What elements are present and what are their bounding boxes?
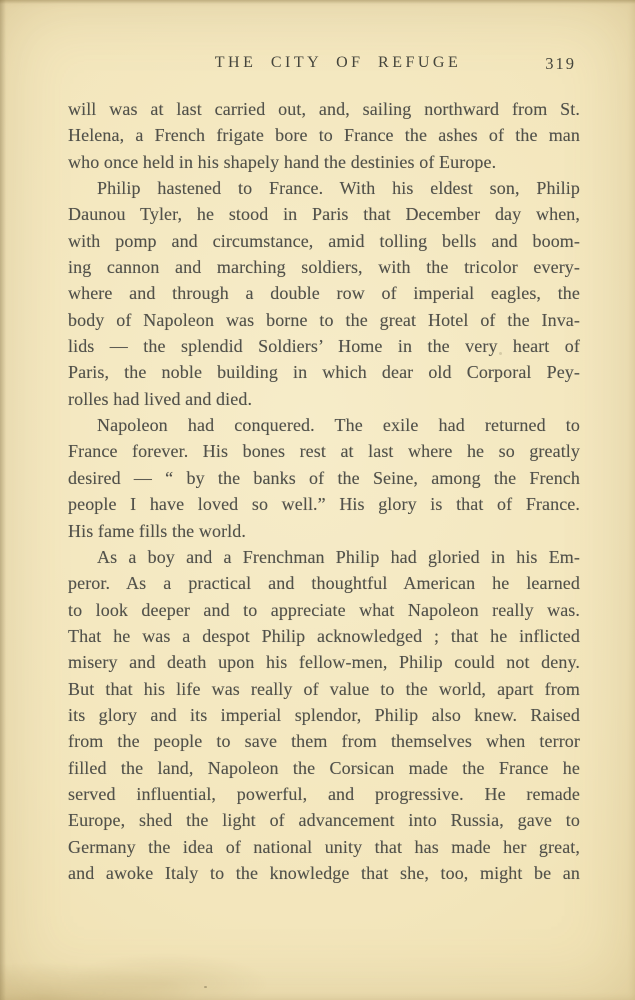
text-block xyxy=(68,96,580,886)
text-line: desired — “ by the banks of the Seine, among the French xyxy=(68,467,580,488)
scan-edge-shadow-left xyxy=(0,0,6,1000)
text-line: body of Napoleon was borne to the great Hotel of the Inva- xyxy=(68,309,580,330)
text-line: As a boy and a Frenchman Philip had gloried in his Em- xyxy=(97,546,580,567)
scan-edge-shadow-top xyxy=(0,0,635,4)
text-line: But that his life was really of value to the world, apart from xyxy=(68,678,580,699)
text-line: Europe, shed the light of advancement into Russia, gave to xyxy=(68,810,580,831)
scan-speck xyxy=(499,352,502,355)
text-line: will was at last carried out, and, sailing northward from St. xyxy=(68,99,580,119)
text-line: people I have loved so well.” His glory is that of France. xyxy=(68,494,580,515)
text-line: His fame fills the world. xyxy=(68,520,246,541)
text-line: served influential, powerful, and progressive. He remade xyxy=(68,783,580,804)
text-line: lids — the splendid Soldiers’ Home in the very heart of xyxy=(68,336,580,357)
text-line: Paris, the noble building in which dear old Corporal Pey- xyxy=(68,362,580,383)
text-line: Daunou Tyler, he stood in Paris that December day when, xyxy=(68,204,580,225)
text-line: misery and death upon his fellow-men, Philip could not deny. xyxy=(68,652,580,673)
scan-speck xyxy=(204,986,207,988)
text-line: with pomp and circumstance, amid tolling bells and boom- xyxy=(68,230,580,251)
text-line: filled the land, Napoleon the Corsican made the France he xyxy=(68,757,580,778)
text-line: Napoleon had conquered. The exile had returned to xyxy=(97,415,580,436)
text-line: peror. As a practical and thoughtful American he learned xyxy=(68,573,580,594)
text-line: where and through a double row of imperial eagles, the xyxy=(68,283,580,304)
running-header-title: THE CITY OF REFUGE xyxy=(214,54,462,71)
text-line: who once held in his shapely hand the destinies of Europe. xyxy=(68,151,497,172)
text-line: France forever. His bones rest at last where he so greatly xyxy=(68,441,580,462)
text-line: its glory and its imperial splendor, Philip also knew. Raised xyxy=(68,704,580,725)
text-line: Philip hastened to France. With his eldest son, Philip xyxy=(97,178,580,199)
text-line: Helena, a French frigate bore to France the ashes of the man xyxy=(68,125,580,146)
scan-stain xyxy=(0,948,340,1000)
text-line: ing cannon and marching soldiers, with the tricolor every- xyxy=(68,257,580,278)
page-number: 319 xyxy=(545,54,576,73)
text-line: That he was a despot Philip acknowledged ; that he inflicted xyxy=(68,625,580,646)
text-line: rolles had lived and died. xyxy=(68,388,253,409)
text-line: Germany the idea of national unity that has made her great, xyxy=(68,836,580,857)
text-line: to look deeper and to appreciate what Napoleon really was. xyxy=(68,599,580,620)
text-line: from the people to save them from themselves when terror xyxy=(68,731,580,752)
running-header xyxy=(68,54,580,76)
text-line: and awoke Italy to the knowledge that she, too, might be an xyxy=(68,862,580,883)
